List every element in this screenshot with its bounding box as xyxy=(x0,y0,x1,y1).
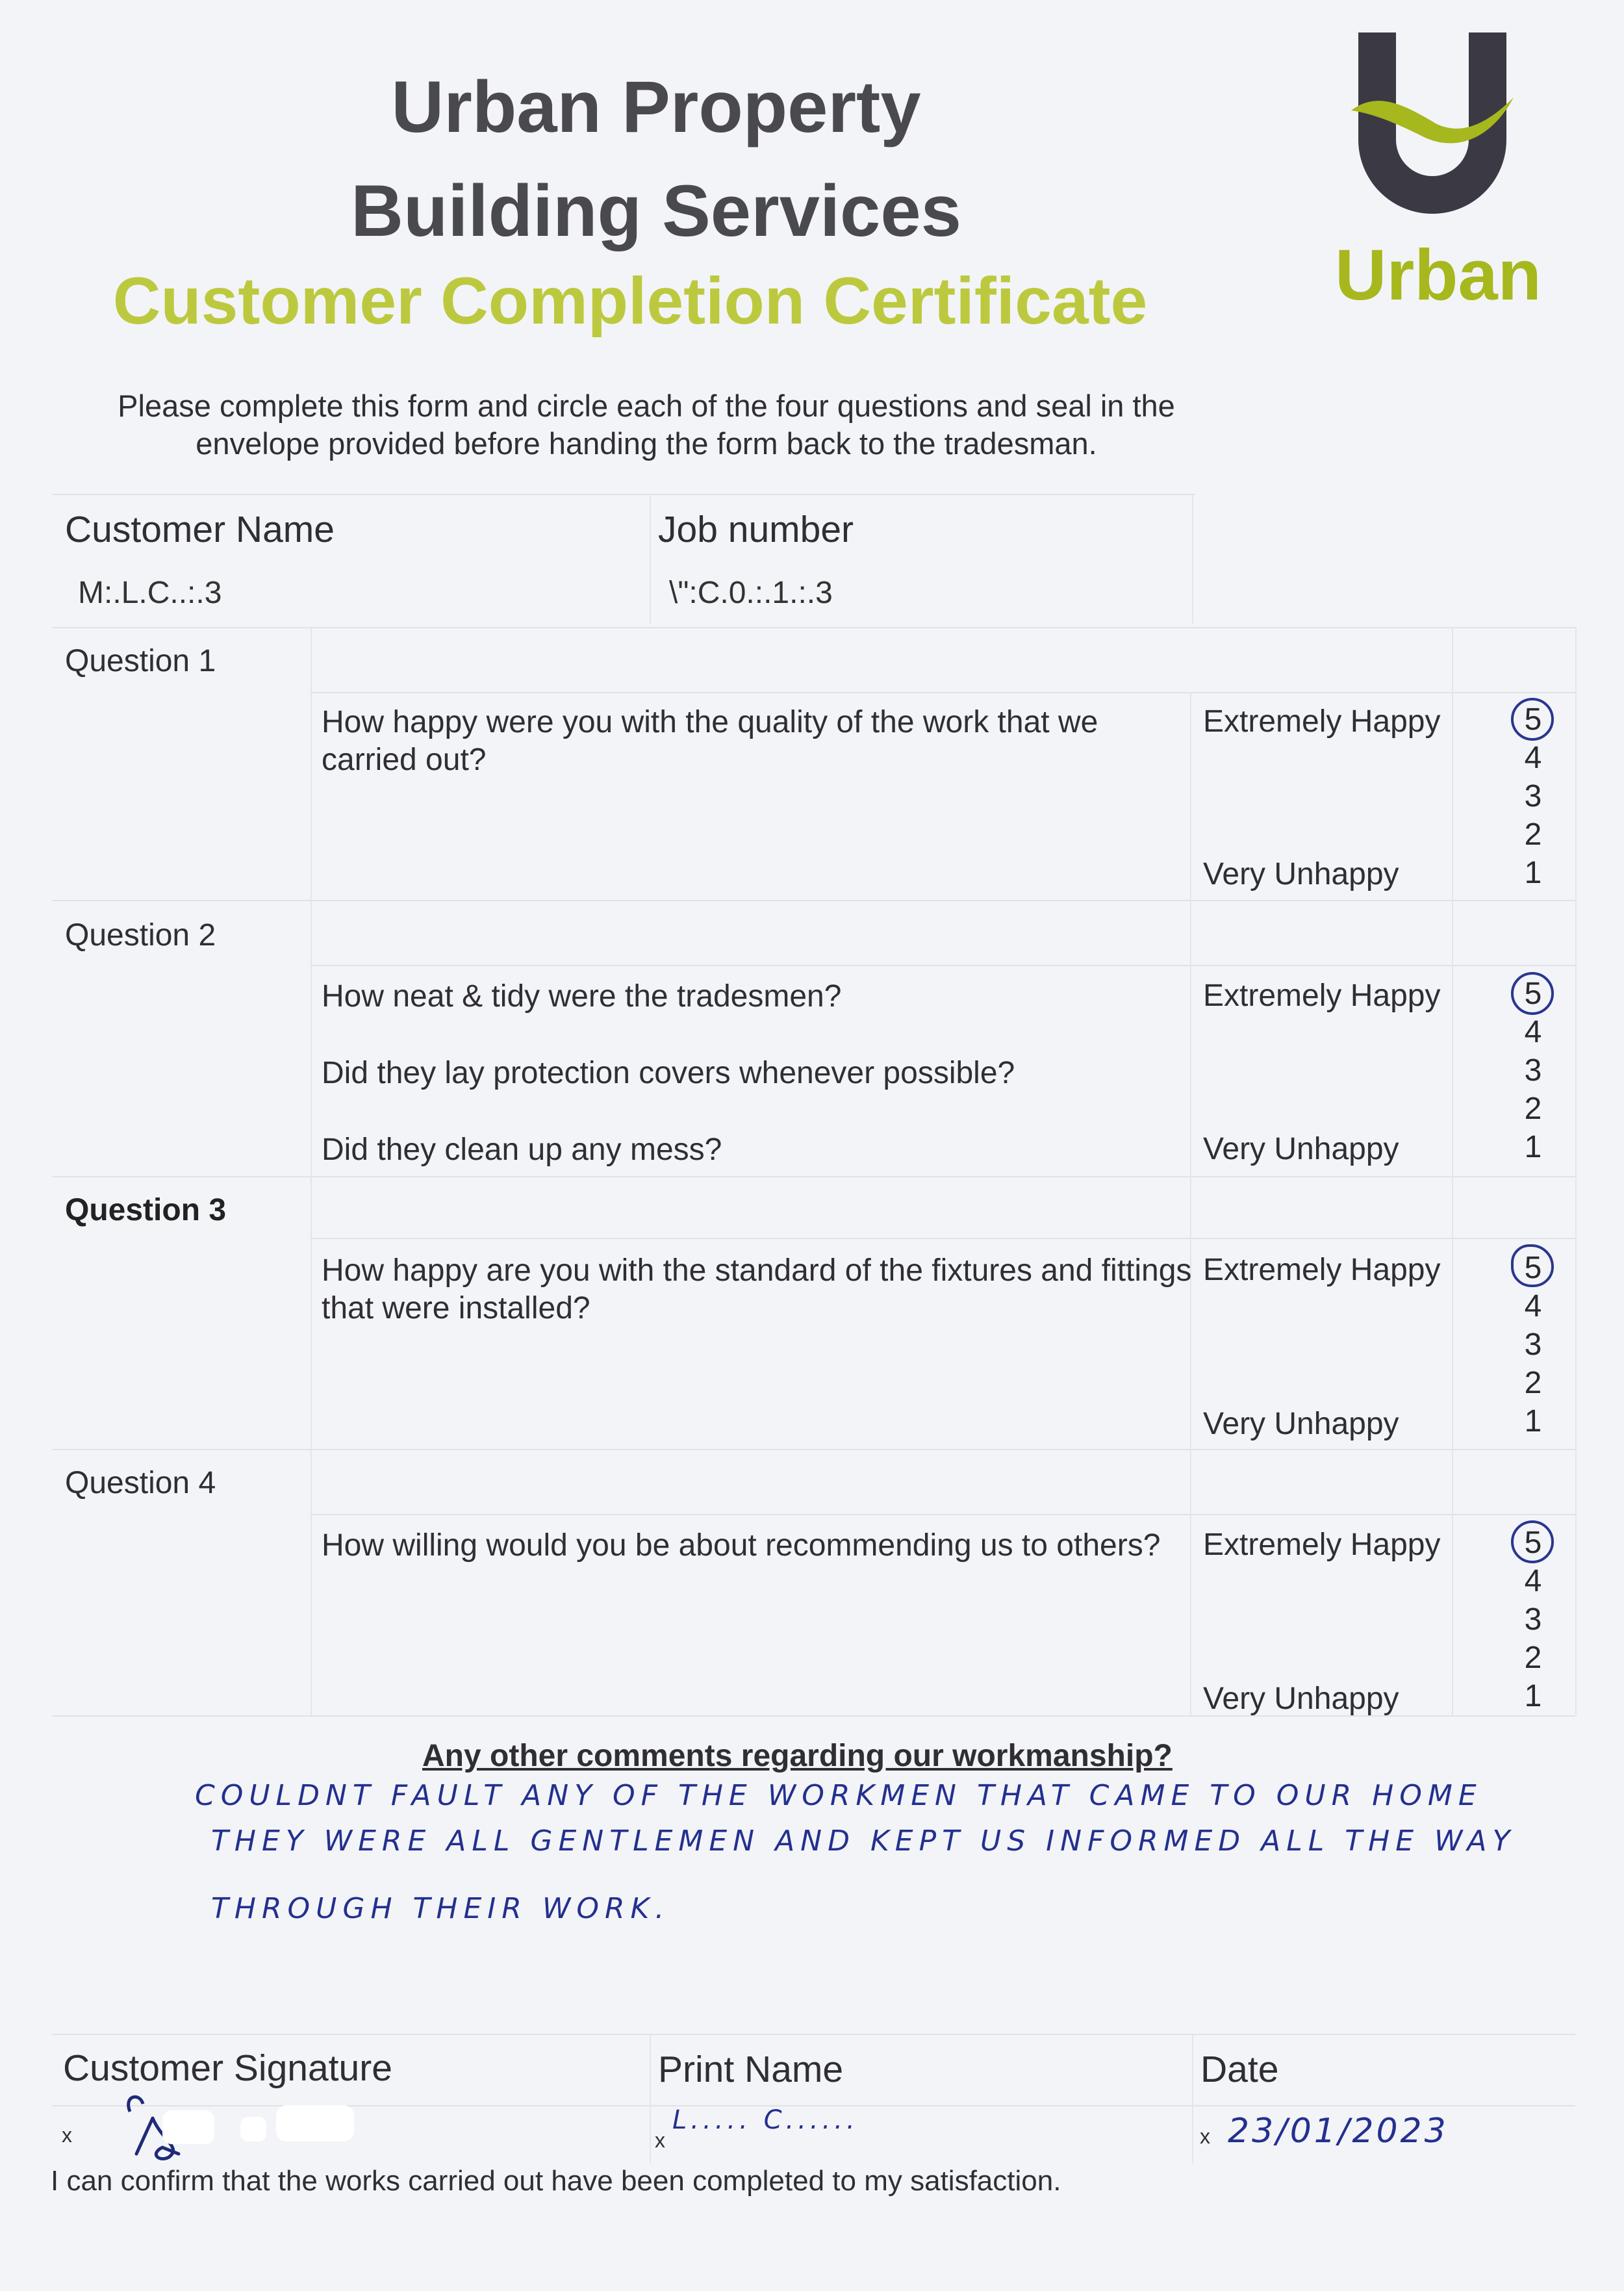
q3-rating-1[interactable]: 1 xyxy=(1524,1404,1542,1439)
q2-rating-2[interactable]: 2 xyxy=(1524,1092,1542,1126)
customer-signature-field[interactable] xyxy=(123,2092,370,2164)
q1-rating-5[interactable]: 5 xyxy=(1524,702,1542,737)
q2-extremely-happy-label: Extremely Happy xyxy=(1203,979,1441,1013)
q3-very-unhappy-label: Very Unhappy xyxy=(1203,1407,1399,1441)
q2-rating-4[interactable]: 4 xyxy=(1524,1015,1542,1049)
q4-rating-5[interactable]: 5 xyxy=(1524,1526,1542,1560)
job-number-label: Job number xyxy=(658,509,854,550)
job-number-value: \":C.0.:.1.:.3 xyxy=(669,576,833,610)
comment-line-1[interactable]: COULDNT FAULT ANY OF THE WORKMEN THAT CAME TO OUR HOME xyxy=(195,1779,1482,1812)
comment-line-2[interactable]: THEY WERE ALL GENTLEMEN AND KEPT US INFORMED ALL THE WAY xyxy=(211,1824,1516,1858)
q4-rating-2[interactable]: 2 xyxy=(1524,1641,1542,1675)
q3-selected-circle xyxy=(1511,1244,1554,1287)
q1-rating-2[interactable]: 2 xyxy=(1524,817,1542,852)
q2-rating-3[interactable]: 3 xyxy=(1524,1053,1542,1088)
q3-rating-2[interactable]: 2 xyxy=(1524,1366,1542,1400)
q1-rating-4[interactable]: 4 xyxy=(1524,741,1542,775)
q2-rating-5[interactable]: 5 xyxy=(1524,977,1542,1011)
company-name-line2: Building Services xyxy=(351,170,961,251)
urban-logo-text: Urban xyxy=(1335,235,1542,315)
urban-logo-icon xyxy=(1351,26,1514,221)
question-3-text: How happy are you with the standard of the fixtures and fittings that were installed? xyxy=(322,1253,1192,1325)
q2-selected-circle xyxy=(1511,972,1554,1015)
comment-line-3[interactable]: THROUGH THEIR WORK. xyxy=(211,1892,670,1925)
q4-extremely-happy-label: Extremely Happy xyxy=(1203,1528,1441,1562)
comments-heading: Any other comments regarding our workmanship? xyxy=(422,1739,1173,1773)
question-2-text-3: Did they clean up any mess? xyxy=(322,1133,722,1167)
question-4-label: Question 4 xyxy=(65,1466,216,1500)
q4-rating-3[interactable]: 3 xyxy=(1524,1602,1542,1637)
signature-x-mark: x xyxy=(62,2123,72,2147)
q3-rating-5[interactable]: 5 xyxy=(1524,1251,1542,1285)
q3-rating-3[interactable]: 3 xyxy=(1524,1327,1542,1362)
q1-selected-circle xyxy=(1511,698,1554,741)
certificate-title: Customer Completion Certificate xyxy=(112,264,1148,338)
q4-rating-1[interactable]: 1 xyxy=(1524,1679,1542,1713)
customer-signature-label: Customer Signature xyxy=(63,2047,392,2089)
print-name-label: Print Name xyxy=(658,2049,844,2090)
question-4-text: How willing would you be about recommending us to others? xyxy=(322,1528,1161,1563)
print-name-x-mark: x xyxy=(655,2129,665,2152)
q1-rating-1[interactable]: 1 xyxy=(1524,856,1542,890)
company-name-line1: Urban Property xyxy=(391,66,921,147)
date-value[interactable]: 23/01/2023 xyxy=(1228,2112,1449,2151)
confirmation-statement: I can confirm that the works carried out have been completed to my satisfaction. xyxy=(51,2165,1061,2197)
question-3-label: Question 3 xyxy=(65,1193,227,1227)
q1-very-unhappy-label: Very Unhappy xyxy=(1203,857,1399,891)
q4-rating-4[interactable]: 4 xyxy=(1524,1564,1542,1598)
q4-selected-circle xyxy=(1511,1520,1554,1563)
q4-very-unhappy-label: Very Unhappy xyxy=(1203,1682,1399,1716)
question-1-label: Question 1 xyxy=(65,644,216,678)
instructions-text: Please complete this form and circle each of the four questions and seal in the envelope provided before handing the form back to the tradesman. xyxy=(118,389,1175,461)
date-label: Date xyxy=(1200,2049,1279,2090)
question-2-label: Question 2 xyxy=(65,918,216,953)
q2-very-unhappy-label: Very Unhappy xyxy=(1203,1132,1399,1166)
question-1-text: How happy were you with the quality of the work that we carried out? xyxy=(322,705,1098,777)
date-x-mark: x xyxy=(1200,2125,1210,2148)
q3-rating-4[interactable]: 4 xyxy=(1524,1289,1542,1324)
q1-rating-3[interactable]: 3 xyxy=(1524,779,1542,813)
print-name-value[interactable]: L..... C...... xyxy=(672,2105,859,2135)
question-2-text-2: Did they lay protection covers whenever possible? xyxy=(322,1056,1015,1090)
customer-name-label: Customer Name xyxy=(65,509,335,550)
customer-name-value: M:.L.C..:.3 xyxy=(78,576,222,610)
q3-extremely-happy-label: Extremely Happy xyxy=(1203,1253,1441,1287)
q2-rating-1[interactable]: 1 xyxy=(1524,1130,1542,1164)
question-2-text-1: How neat & tidy were the tradesmen? xyxy=(322,979,842,1014)
q1-extremely-happy-label: Extremely Happy xyxy=(1203,704,1441,739)
